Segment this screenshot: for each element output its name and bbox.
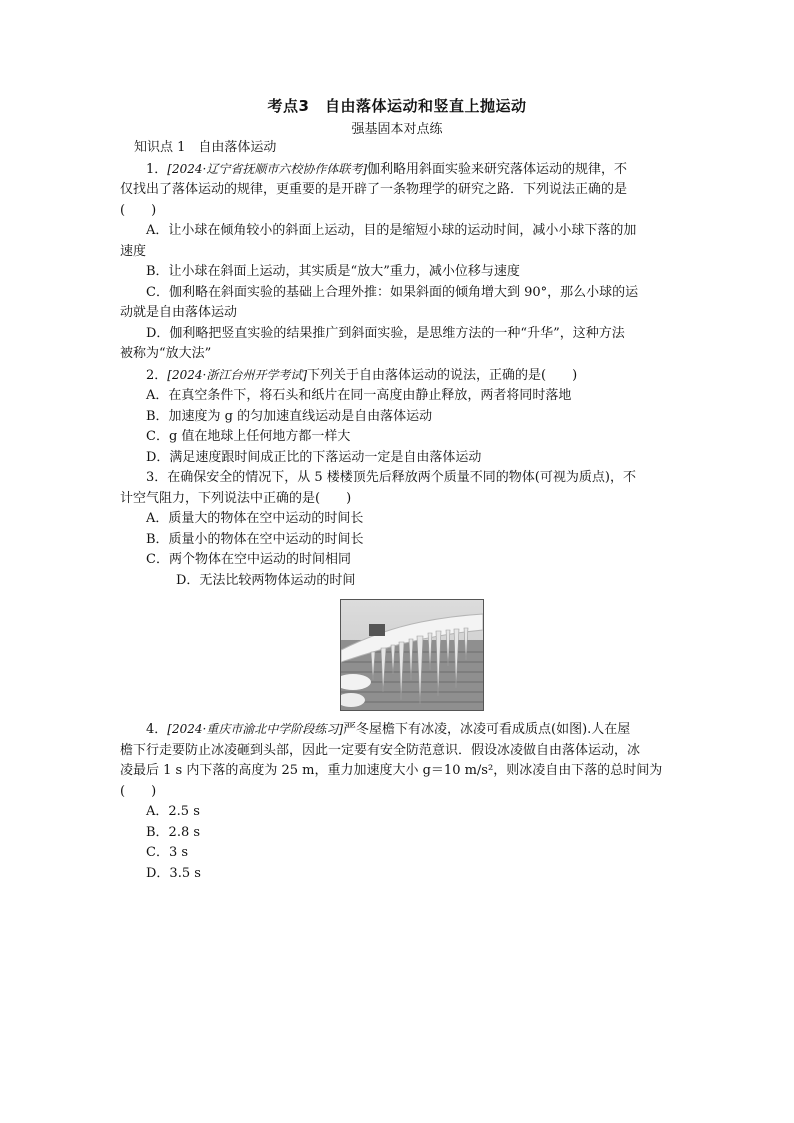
q1-option-d-line2: 被称为“放大法” — [120, 346, 212, 361]
q3-option-b: B．质量小的物体在空中运动的时间长 — [146, 531, 364, 547]
q2-option-b: B．加速度为 g 的匀加速直线运动是自由落体运动 — [146, 408, 433, 424]
q1-source: [2024·辽宁省抚顺市六校协作体联考] — [167, 161, 367, 176]
q2-stem — [120, 365, 680, 387]
q3-option-a: A．质量大的物体在空中运动的时间长 — [146, 511, 364, 526]
q2-option-c: C．g 值在地球上任何地方都一样大 — [146, 429, 351, 444]
icicle-illustration-icon — [341, 600, 483, 710]
q4-stem-line3: 凌最后 1 s 内下落的高度为 25 m，重力加速度大小 g＝10 m/s²，则冰凌自由下落的总时间为 — [120, 763, 663, 778]
q1-option-c-line2: 动就是自由落体运动 — [120, 305, 238, 320]
q4-option-c: C．3 s — [146, 845, 189, 860]
q4-blank: ( ) — [120, 783, 157, 799]
q2-option-d: D．满足速度跟时间成正比的下落运动一定是自由落体运动 — [146, 449, 482, 465]
icicle-figure — [340, 599, 484, 711]
q1-number: 1． — [146, 161, 168, 177]
q4-number: 4． — [146, 722, 168, 737]
q2-option-a: A．在真空条件下，将石头和纸片在同一高度由静止释放，两者将同时落地 — [146, 388, 572, 403]
q3-stem-line1: 3．在确保安全的情况下，从 5 楼楼顶先后释放两个质量不同的物体(可视为质点)，不 — [146, 470, 636, 485]
q4-option-a: A．2.5 s — [146, 804, 200, 819]
section-label: 知识点 1 自由落体运动 — [134, 140, 277, 155]
q4-stem-line2: 檐下行走要防止冰凌砸到头部，因此一定要有安全防范意识．假设冰凌做自由落体运动，冰 — [120, 742, 641, 758]
q1-stem-line1 — [120, 159, 680, 181]
q1-option-a-line1: A．让小球在倾角较小的斜面上运动，目的是缩短小球的运动时间，减小小球下落的加 — [146, 223, 637, 238]
content — [120, 138, 680, 884]
q3-option-c: C．两个物体在空中运动的时间相同 — [146, 552, 351, 567]
q2-stem-text: 下列关于自由落体运动的说法，正确的是( ) — [307, 367, 578, 383]
q4-stem-line1 — [120, 719, 680, 741]
q3-stem-line2: 计空气阻力，下列说法中正确的是( ) — [120, 490, 352, 506]
q3-option-d: D．无法比较两物体运动的时间 — [176, 572, 356, 588]
q4-option-d: D．3.5 s — [146, 865, 201, 881]
q1-option-a-line2: 速度 — [120, 243, 147, 259]
page-subtitle: 强基固本对点练 — [351, 122, 443, 137]
q4-source: [2024·重庆市渝北中学阶段练习] — [167, 722, 343, 736]
q1-option-c-line1: C．伽利略在斜面实验的基础上合理外推：如果斜面的倾角增大到 90°，那么小球的运 — [146, 284, 639, 300]
q4-stem-first: 严冬屋檐下有冰凌，冰凌可看成质点(如图).人在屋 — [343, 722, 631, 737]
page-title: 考点3 自由落体运动和竖直上抛运动 — [267, 97, 527, 115]
q2-source: [2024·浙江台州开学考试] — [167, 367, 307, 382]
q4-option-b: B．2.8 s — [146, 824, 201, 840]
q1-blank: ( ) — [120, 202, 157, 218]
q1-option-d-line1: D．伽利略把竖直实验的结果推广到斜面实验，是思维方法的一种“升华”，这种方法 — [146, 325, 625, 341]
q1-option-b: B．让小球在斜面上运动，其实质是“放大”重力，减小位移与速度 — [146, 264, 520, 279]
q1-stem-rest: 仅找出了落体运动的规律，更重要的是开辟了一条物理学的研究之路．下列说法正确的是 — [120, 182, 628, 197]
q2-number: 2． — [146, 367, 168, 383]
q1-stem-first: 伽利略用斜面实验来研究落体运动的规律，不 — [367, 161, 628, 177]
